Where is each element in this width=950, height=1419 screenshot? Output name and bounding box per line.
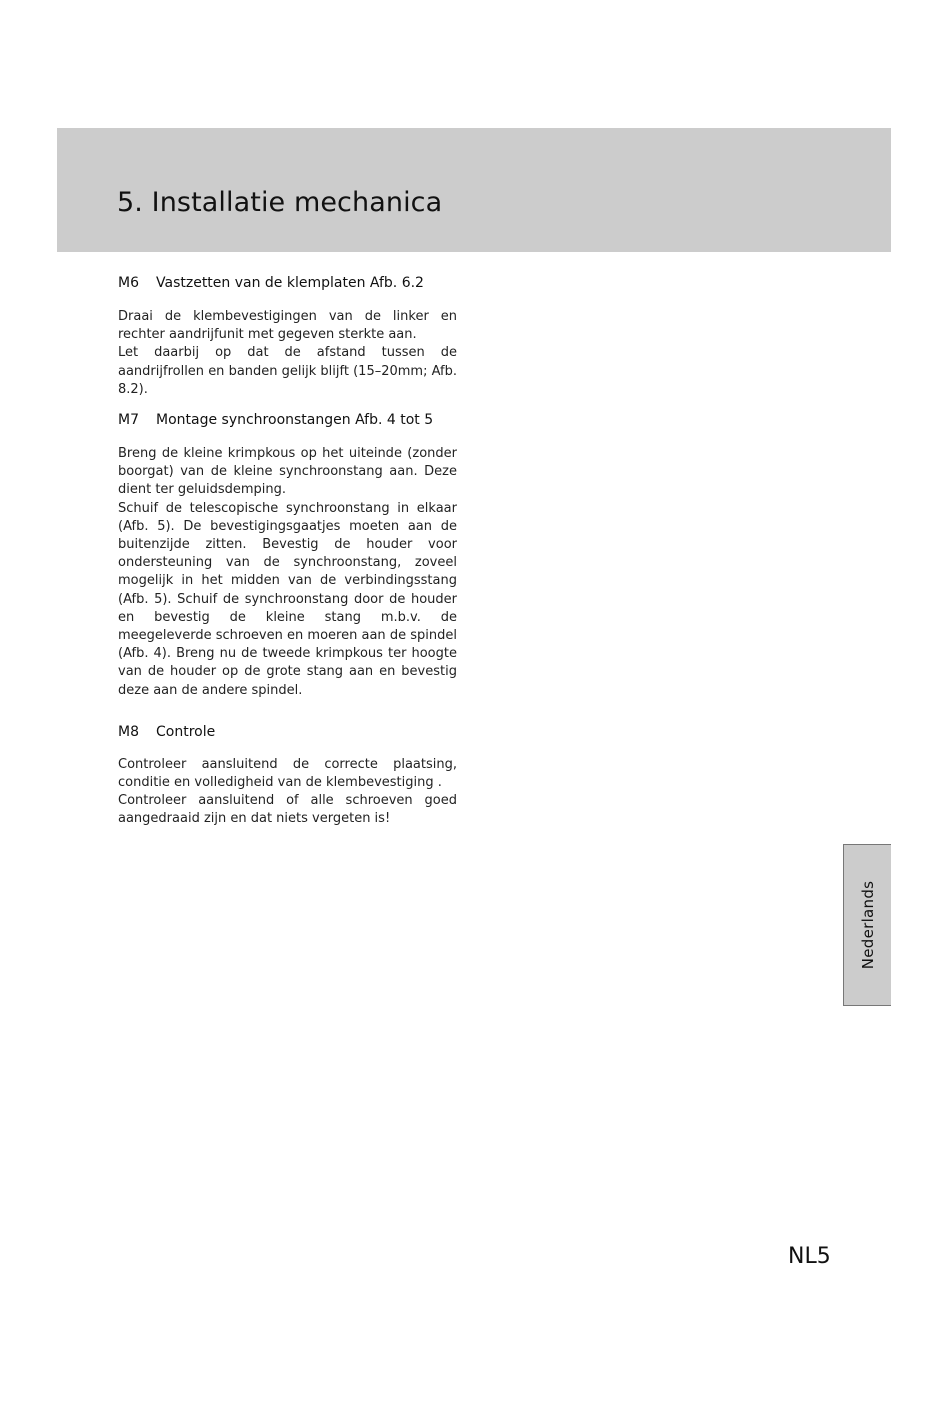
paragraph: Let daarbij op dat de afstand tussen de aandrijfrollen en banden gelijk blijft (15–20mm; Afb. 8.2). [118, 345, 457, 397]
language-tab-label: Nederlands [858, 880, 877, 970]
paragraph: Controleer aansluitend of alle schroeven goed aangedraaid zijn en dat niets vergeten is! [118, 793, 457, 827]
section-heading-m6 [118, 273, 457, 293]
section-heading-m8 [118, 722, 457, 742]
header-band [57, 128, 891, 252]
paragraph: Breng de kleine krimpkous op het uiteinde (zonder boorgat) van de kleine synchroonstang aan. Deze dient ter geluidsdemping. [118, 446, 457, 498]
paragraph: Controleer aansluitend de correcte plaatsing, conditie en volledigheid van de klembevestiging . [118, 756, 457, 791]
language-tab [843, 844, 891, 1006]
content-column [118, 273, 457, 829]
section-title: Vastzetten van de klemplaten Afb. 6.2 [156, 275, 424, 291]
paragraph: Schuif de telescopische synchroonstang in elkaar (Afb. 5). De bevestigingsgaatjes moeten aan de buitenzijde zitten. Bevestig de houder voor ondersteuning van de synchroonstang, zoveel mogelijk in het midden van de verbindingsstang (Afb. 5). Schuif de synchroonstang door de houder en bevestig de kleine stang m.b.v. de meegeleverde schroeven en moeren aan de spindel (Afb. 4). Breng nu de tweede krimpkous ter hoogte van de houder op de grote stang aan en bevestig deze aan de andere spindel. [118, 500, 457, 698]
section-code: M8 [118, 723, 139, 740]
section-heading-m7 [118, 410, 457, 430]
paragraph: Draai de klembevestigingen van de linker en rechter aandrijfunit met gegeven sterkte aan. [118, 309, 457, 343]
section-code: M7 [118, 412, 139, 429]
section-title: Montage synchroonstangen Afb. 4 tot 5 [156, 412, 434, 429]
section-code: M6 [118, 275, 139, 291]
page-title: 5. Installatie mechanica [117, 187, 443, 218]
section-title: Controle [156, 723, 216, 740]
page-number: NL5 [788, 1244, 831, 1269]
